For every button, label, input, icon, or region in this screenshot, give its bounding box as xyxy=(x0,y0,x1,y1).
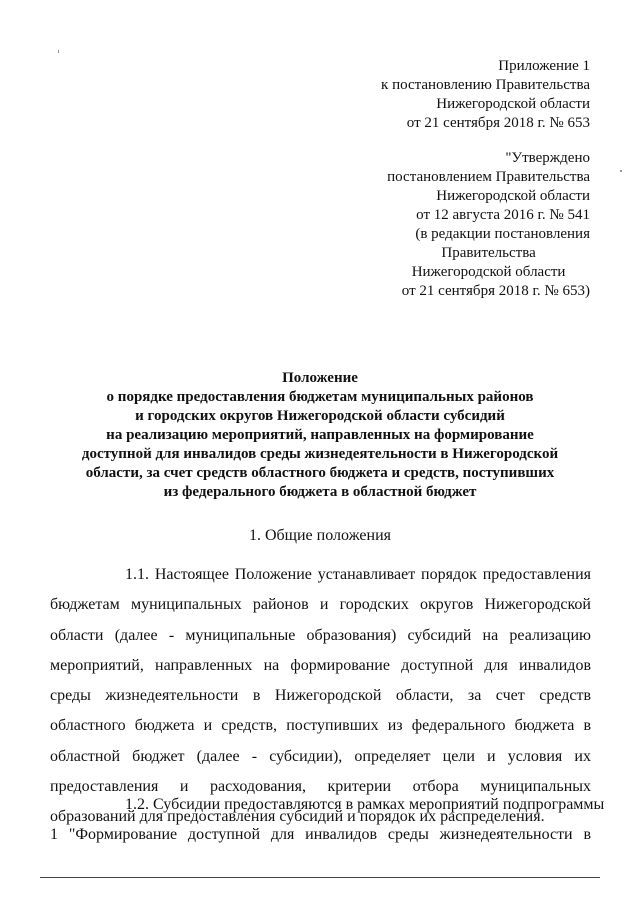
paragraph-line: бюджетам муниципальных районов и городских округов Нижегородской xyxy=(50,596,591,614)
scan-artifact-mark xyxy=(620,170,622,172)
paragraph-line: 1 "Формирование доступной для инвалидов среды жизнедеятельности в xyxy=(50,826,591,844)
title-line: о порядке предоставления бюджетам муниципальных районов xyxy=(106,389,534,405)
title-line: из федерального бюджета в областной бюджет xyxy=(163,484,477,500)
scan-artifact-bottom-line xyxy=(40,877,600,878)
approval-line: постановлением Правительства xyxy=(387,169,590,185)
section-heading: 1. Общие положения xyxy=(248,527,392,544)
approval-line: Нижегородской области xyxy=(436,188,590,204)
appendix-line: Нижегородской области xyxy=(436,96,590,112)
approval-line: Нижегородской области xyxy=(411,264,566,280)
approval-block xyxy=(387,149,590,301)
paragraph-line: предоставления и расходования, критерии отбора муниципальных xyxy=(50,778,591,796)
approval-line: "Утверждено xyxy=(505,150,590,166)
appendix-line: к постановлению Правительства xyxy=(381,77,590,93)
appendix-block xyxy=(381,57,590,133)
title-line: области, за счет средств областного бюджета и средств, поступивших xyxy=(85,465,555,481)
appendix-line: от 21 сентября 2018 г. № 653 xyxy=(406,115,590,131)
paragraph-line: образований для предоставления субсидий и порядок их распределения. xyxy=(50,808,545,826)
approval-line: (в редакции постановления xyxy=(415,226,590,242)
title-line: Положение xyxy=(282,370,358,386)
appendix-line: Приложение 1 xyxy=(498,58,590,74)
paragraph-line: 1.1. Настоящее Положение устанавливает порядок предоставления xyxy=(125,566,591,583)
document-title xyxy=(50,369,590,502)
paragraph-line: мероприятий, направленных на формирование доступной для инвалидов xyxy=(50,656,591,674)
approval-line: от 21 сентября 2018 г. № 653) xyxy=(401,283,590,299)
title-line: и городских округов Нижегородской области субсидий xyxy=(135,408,505,424)
paragraph-line: областного бюджета и средств, поступивших из федерального бюджета в xyxy=(50,717,591,735)
approval-line: Правительства xyxy=(441,245,536,261)
title-line: на реализацию мероприятий, направленных на формирование xyxy=(106,427,534,443)
approval-line: от 12 августа 2016 г. № 541 xyxy=(416,207,590,223)
paragraph-line: 1.2. Субсидии предоставляются в рамках мероприятий подпрограммы xyxy=(125,796,605,813)
paragraph-line: области (далее - муниципальные образования) субсидий на реализацию xyxy=(50,626,591,644)
scan-artifact-mark xyxy=(58,50,59,53)
title-line: доступной для инвалидов среды жизнедеятельности в Нижегородской xyxy=(81,446,559,462)
paragraph-line: областной бюджет (далее - субсидии), определяет цели и условия их xyxy=(50,747,591,765)
paragraph-1-2 xyxy=(50,790,605,851)
paragraph-line: среды жизнедеятельности в Нижегородской области, за счет средств xyxy=(50,687,591,705)
